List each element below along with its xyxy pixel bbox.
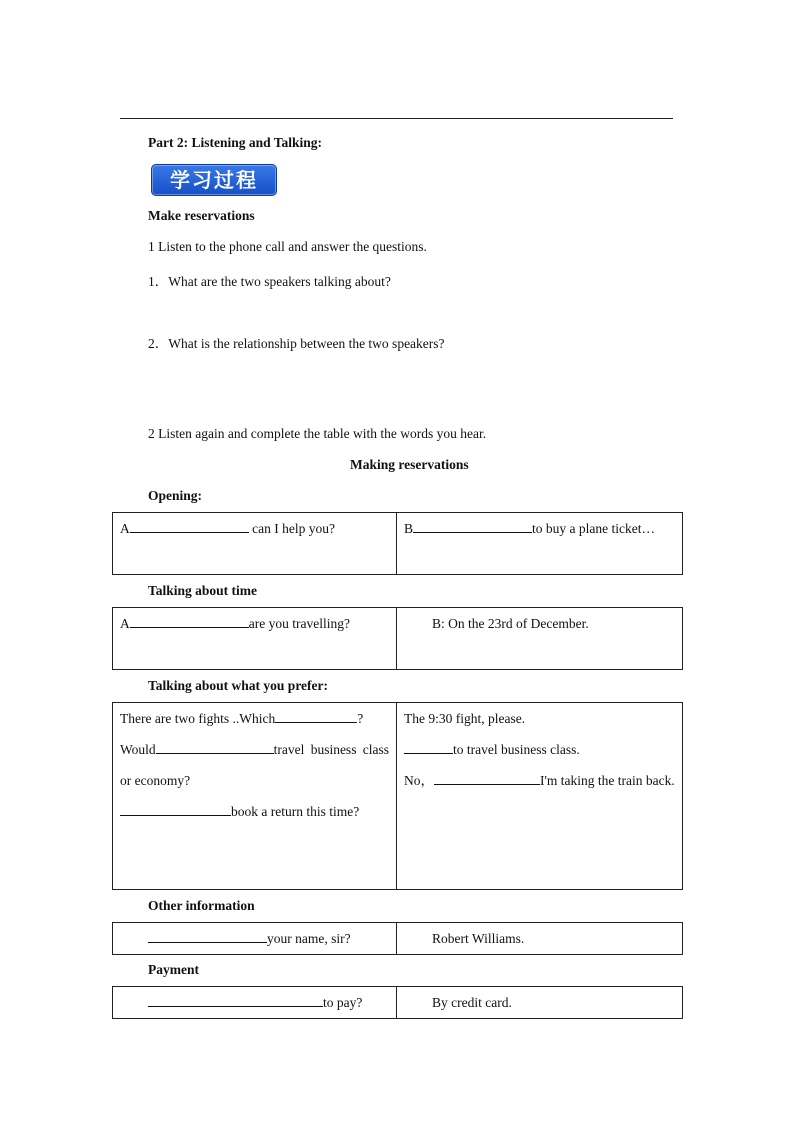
prefer-cell-b <box>397 703 683 890</box>
question-2-number: 2． <box>148 336 169 351</box>
opening-a-prefix: A <box>120 521 130 536</box>
prefer-right-line2-suffix: to travel business class. <box>453 742 580 757</box>
task1-instruction: 1 Listen to the phone call and answer the questions. <box>148 239 427 254</box>
prefer-left-line2 <box>120 734 389 765</box>
prefer-table <box>112 702 683 890</box>
prefer-left-line2-prefix: Would <box>120 742 156 757</box>
time-cell-a <box>113 608 397 670</box>
prefer-cell-a <box>113 703 397 890</box>
prefer-right-blank-1[interactable] <box>404 741 453 754</box>
opening-cell-a <box>113 513 397 575</box>
time-a-blank[interactable] <box>130 615 249 628</box>
payment-b-text: By credit card. <box>432 995 512 1010</box>
time-cell-b <box>397 608 683 670</box>
prefer-left-blank-1[interactable] <box>275 710 357 723</box>
payment-cell-a <box>113 987 397 1019</box>
prefer-right-line3-suffix: I'm taking the train back. <box>540 773 675 788</box>
question-1 <box>148 270 391 290</box>
payment-label: Payment <box>148 962 199 977</box>
prefer-left-line1-suffix: ? <box>357 711 364 726</box>
payment-cell-b <box>397 987 683 1019</box>
payment-a-blank[interactable] <box>148 994 323 1007</box>
task2-instruction: 2 Listen again and complete the table with the words you hear. <box>148 426 487 441</box>
question-1-text: What are the two speakers talking about? <box>168 274 391 289</box>
prefer-left-line2-b: business <box>310 742 357 757</box>
learning-process-badge: 学习过程 <box>151 164 277 196</box>
time-a-suffix: are you travelling? <box>248 616 350 631</box>
question-1-number: 1． <box>148 274 169 289</box>
opening-cell-b <box>397 513 683 575</box>
prefer-left-line2-c: class <box>362 742 389 757</box>
opening-b-prefix: B <box>404 521 414 536</box>
opening-label: Opening: <box>148 488 203 503</box>
time-a-prefix: A <box>120 616 130 631</box>
other-b-text: Robert Williams. <box>432 931 525 946</box>
prefer-left-blank-3[interactable] <box>120 803 231 816</box>
prefer-left-line2-mid: travel <box>273 742 305 757</box>
prefer-left-line1-prefix: There are two fights ..Which <box>120 711 276 726</box>
prefer-right-line1: The 9:30 fight, please. <box>404 711 526 726</box>
time-table <box>112 607 683 670</box>
other-a-blank[interactable] <box>148 930 267 943</box>
time-label: Talking about time <box>148 583 258 598</box>
prefer-right-blank-2[interactable] <box>434 772 540 785</box>
payment-table <box>112 986 683 1019</box>
other-table <box>112 922 683 955</box>
prefer-left-line3: or economy? <box>120 773 191 788</box>
prefer-left-line4-suffix: book a return this time? <box>231 804 360 819</box>
opening-b-suffix: to buy a plane ticket… <box>532 521 655 536</box>
prefer-label: Talking about what you prefer: <box>148 678 329 693</box>
other-cell-b <box>397 923 683 955</box>
other-a-suffix: your name, sir? <box>267 931 351 946</box>
header-rule <box>120 118 673 119</box>
opening-b-blank[interactable] <box>413 520 532 533</box>
section-title: Make reservations <box>148 208 255 223</box>
part-title: Part 2: Listening and Talking: <box>148 135 323 150</box>
payment-a-suffix: to pay? <box>323 995 363 1010</box>
other-label: Other information <box>148 898 255 913</box>
question-2 <box>148 332 445 352</box>
time-b-text: B: On the 23rd of December. <box>432 616 589 631</box>
opening-a-suffix: can I help you? <box>248 521 335 536</box>
other-cell-a <box>113 923 397 955</box>
opening-a-blank[interactable] <box>130 520 249 533</box>
question-2-text: What is the relationship between the two speakers? <box>168 336 445 351</box>
opening-table <box>112 512 683 575</box>
table-title: Making reservations <box>350 457 469 472</box>
prefer-left-blank-2[interactable] <box>156 741 274 754</box>
prefer-right-line3-prefix: No， <box>404 773 434 788</box>
